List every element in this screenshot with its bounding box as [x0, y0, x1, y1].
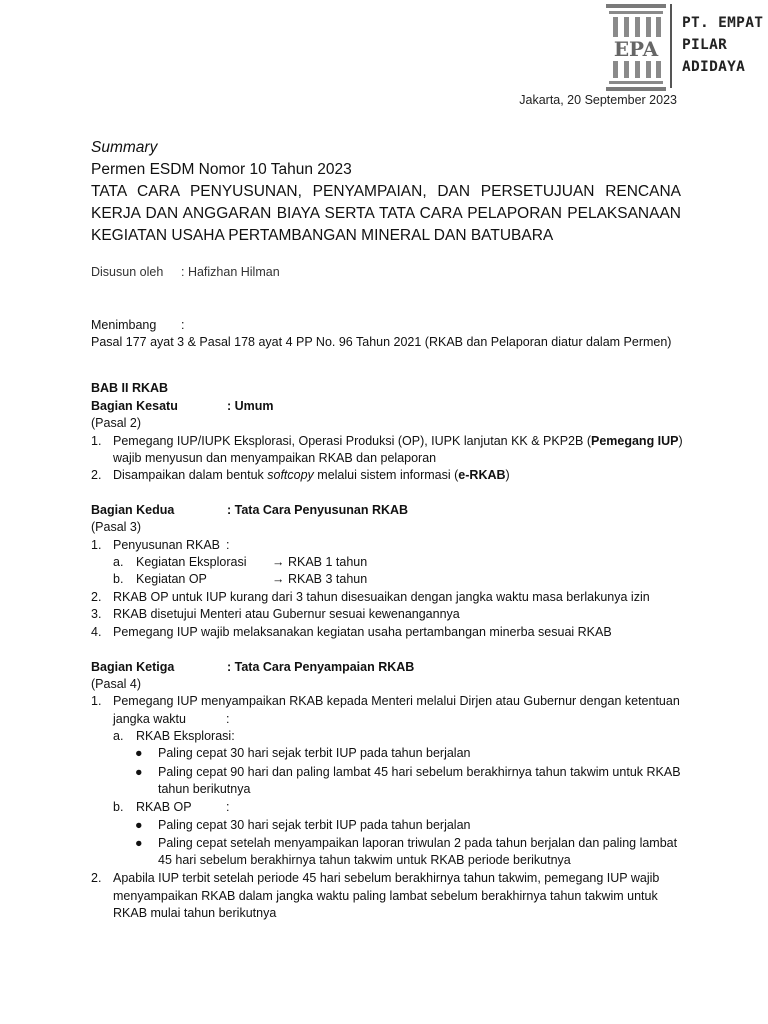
list-text-bold: Pemegang IUP: [590, 434, 679, 448]
sub-list-letter: a.: [113, 729, 124, 743]
list-text: RKAB OP untuk IUP kurang dari 3 tahun disesuaikan dengan jangka waktu masa berlakunya izin: [113, 590, 650, 604]
list-text-part: melalui sistem informasi (: [313, 468, 459, 482]
section-1-heading: [91, 398, 274, 415]
list-text-line2: [113, 711, 229, 728]
list-text-line2: wajib menyusun dan menyampaikan RKAB dan pelaporan: [113, 451, 437, 465]
sub-list-letter: b.: [113, 800, 124, 814]
title-block: [91, 137, 681, 247]
list-text: Pemegang IUP wajib melaksanakan kegiatan usaha pertambangan minerba sesuai RKAB: [113, 625, 612, 639]
bullet-text-line2: tahun berikutnya: [158, 782, 251, 796]
author-name: : Hafizhan Hilman: [181, 265, 280, 279]
bullet-icon: ●: [135, 818, 143, 832]
menimbang-label: Menimbang: [91, 318, 157, 332]
sub-list-text-part: RKAB OP: [136, 800, 192, 814]
sub-list-text: [136, 799, 229, 816]
list-text: [113, 537, 678, 554]
menimbang-colon: :: [181, 318, 185, 332]
list-text-part: jangka waktu: [113, 712, 186, 726]
sub-list-letter: a.: [113, 555, 124, 569]
bullet-text-line2: 45 hari sebelum berakhirnya tahun takwim untuk RKAB periode berikutnya: [158, 853, 571, 867]
section-3-label: Bagian Ketiga: [91, 660, 175, 674]
pillar-logo-icon: [606, 4, 666, 92]
bullet-text: Paling cepat 30 hari sejak terbit IUP pada tahun berjalan: [158, 746, 471, 760]
company-logo: [606, 4, 666, 92]
company-line-1: PT. EMPAT: [682, 15, 764, 31]
bullet-text: Paling cepat 90 hari dan paling lambat 45 hari sebelum berakhirnya tahun takwim untuk RKAB: [158, 765, 681, 779]
logo-divider: [670, 4, 672, 88]
list-number: 4.: [91, 625, 102, 639]
section-2-label: Bagian Kedua: [91, 503, 175, 517]
list-text-part: Penyusunan RKAB: [113, 538, 221, 552]
sub-list-text-part: RKAB Eksplorasi: [136, 729, 232, 743]
regulation-subject: TATA CARA PENYUSUNAN, PENYAMPAIAN, DAN PERSETUJUAN RENCANA KERJA DAN ANGGARAN BIAYA SERTA TATA CARA PELAPORAN PELAKSANAAN KEGIATAN USAHA PERTAMBANGAN MINERAL DAN BATUBARA: [91, 183, 681, 244]
summary-label: Summary: [91, 139, 158, 156]
section-3-title: : Tata Cara Penyampaian RKAB: [227, 660, 415, 674]
list-number: 3.: [91, 607, 102, 621]
sub-list-colon: :: [231, 729, 235, 743]
section-3-pasal: (Pasal 4): [91, 677, 142, 691]
regulation-title: Permen ESDM Nomor 10 Tahun 2023: [91, 161, 352, 178]
sub-list-colon: :: [226, 800, 230, 814]
list-text-part: Disampaikan dalam bentuk: [113, 468, 268, 482]
list-text-bold: e-RKAB: [458, 468, 506, 482]
list-colon: :: [226, 712, 230, 726]
company-name: [682, 12, 763, 78]
list-colon: :: [226, 538, 230, 552]
section-1-title: : Umum: [227, 399, 274, 413]
list-number: 1.: [91, 434, 102, 448]
bullet-icon: ●: [135, 765, 143, 779]
document-date: Jakarta, 20 September 2023: [519, 93, 677, 107]
bullet-text: Paling cepat setelah menyampaikan laporan triwulan 2 pada tahun berjalan dan paling lambat: [158, 836, 678, 850]
sub-list-text: Kegiatan Eksplorasi: [136, 555, 247, 569]
list-text: [113, 433, 683, 450]
logo-text: EPA: [613, 37, 659, 61]
list-text-part: ): [505, 468, 510, 482]
sub-list-letter: b.: [113, 572, 124, 586]
list-text-line2: menyampaikan RKAB dalam jangka waktu paling lambat sebelum berakhirnya tahun takwim untuk: [113, 889, 658, 903]
list-text-part: ): [678, 434, 683, 448]
menimbang-text: Pasal 177 ayat 3 & Pasal 178 ayat 4 PP No. 96 Tahun 2021 (RKAB dan Pelaporan diatur dalam Permen): [91, 335, 672, 349]
section-1-label: Bagian Kesatu: [91, 399, 178, 413]
section-2-heading: [91, 502, 408, 519]
list-number: 2.: [91, 871, 102, 885]
author-line: [91, 264, 280, 281]
list-text: [113, 467, 678, 484]
section-3-heading: [91, 659, 414, 676]
section-2-pasal: (Pasal 3): [91, 520, 142, 534]
list-text-line3: RKAB mulai tahun berikutnya: [113, 906, 277, 920]
list-number: 1.: [91, 694, 102, 708]
sub-list-text: [136, 728, 235, 745]
section-1-pasal: (Pasal 2): [91, 416, 142, 430]
list-text: Pemegang IUP menyampaikan RKAB kepada Menteri melalui Dirjen atau Gubernur dengan ketentuan: [113, 694, 680, 708]
menimbang-line: [91, 317, 184, 334]
author-label: Disusun oleh: [91, 265, 164, 279]
sub-list-arrow-text: → RKAB 3 tahun: [272, 572, 368, 586]
list-text: RKAB disetujui Menteri atau Gubernur sesuai kewenangannya: [113, 607, 460, 621]
bullet-text: Paling cepat 30 hari sejak terbit IUP pada tahun berjalan: [158, 818, 471, 832]
bullet-icon: ●: [135, 746, 143, 760]
bullet-icon: ●: [135, 836, 143, 850]
sub-list-arrow-text: → RKAB 1 tahun: [272, 555, 368, 569]
list-number: 2.: [91, 590, 102, 604]
list-text-part: Pemegang IUP/IUPK Eksplorasi, Operasi Produksi (OP), IUPK lanjutan KK & PKP2B (: [113, 434, 591, 448]
sub-list-text: Kegiatan OP: [136, 572, 207, 586]
list-number: 2.: [91, 468, 102, 482]
list-number: 1.: [91, 538, 102, 552]
list-text-italic: softcopy: [267, 468, 314, 482]
chapter-heading: BAB II RKAB: [91, 381, 169, 395]
list-text: Apabila IUP terbit setelah periode 45 hari sebelum berakhirnya tahun takwim, pemegang IUP wajib: [113, 871, 660, 885]
company-line-3: ADIDAYA: [682, 59, 746, 75]
section-2-title: : Tata Cara Penyusunan RKAB: [227, 503, 409, 517]
company-line-2: PILAR: [682, 37, 728, 53]
